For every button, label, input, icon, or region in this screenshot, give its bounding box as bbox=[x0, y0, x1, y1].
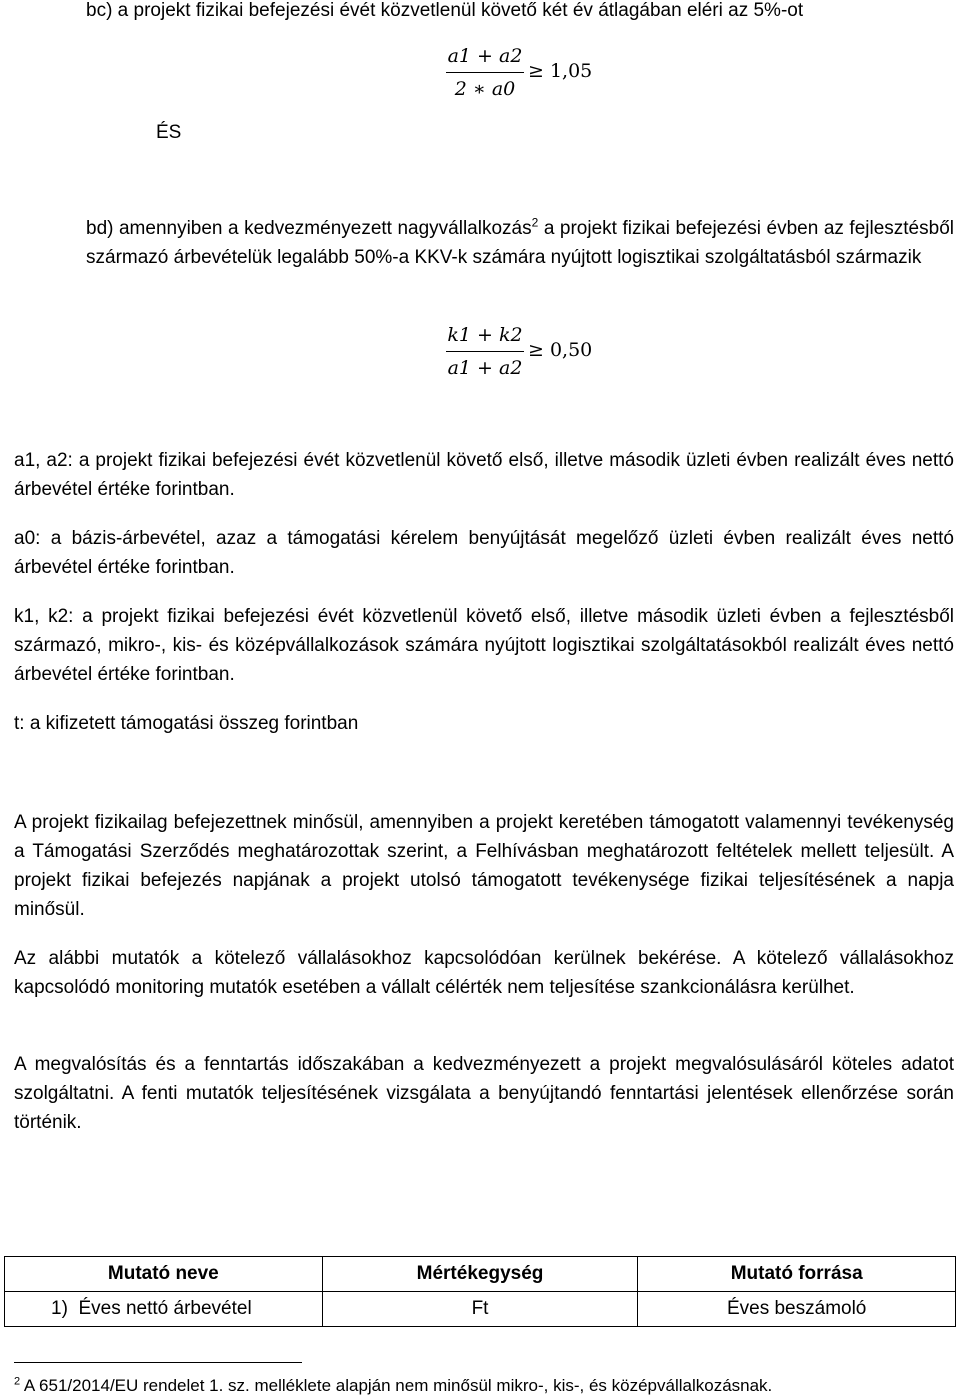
formula-1-numerator: a1 + a2 bbox=[447, 45, 523, 67]
table-header-row bbox=[5, 1257, 956, 1292]
header-unit: Mértékegység bbox=[322, 1257, 638, 1292]
row-number: 1) bbox=[51, 1298, 68, 1319]
formula-2-denominator: a1 + a2 bbox=[447, 357, 523, 379]
condition-bd-text-rest: a projekt fizikai befejezési évben az fejlesztésből származó árbevételük legalább 50%-a KKV-k számára nyújtott logisztikai szolgáltatásból származik bbox=[86, 218, 954, 268]
formula-1-fraction bbox=[446, 42, 524, 103]
footnote bbox=[14, 1376, 772, 1396]
condition-bd bbox=[86, 214, 954, 272]
footnote-text: A 651/2014/EU rendelet 1. sz. melléklete alapján nem minősül mikro-, kis-, és középvállalkozásnak. bbox=[20, 1376, 773, 1395]
formula-2-relation: ≥ 0,50 bbox=[528, 339, 593, 361]
footnote-separator bbox=[14, 1362, 302, 1363]
formula-1-bar bbox=[446, 72, 524, 73]
condition-bc: bc) a projekt fizikai befejezési évét közvetlenül követő két év átlagában eléri az 5%-ot bbox=[86, 0, 804, 21]
condition-bd-text: bd) amennyiben a kedvezményezett nagyvállalkozás bbox=[86, 218, 532, 239]
formula-2-fraction bbox=[446, 321, 524, 382]
definition-a0: a0: a bázis-árbevétel, azaz a támogatási kérelem benyújtását megelőző üzleti évben realizált éves nettó árbevétel értéke forintban. bbox=[14, 528, 954, 578]
formula-2-bar bbox=[446, 351, 524, 352]
header-indicator-name: Mutató neve bbox=[5, 1257, 323, 1292]
formula-1-denominator: 2 ∗ a0 bbox=[454, 78, 516, 100]
footnote-ref[interactable]: 2 bbox=[531, 215, 539, 230]
cell-unit: Ft bbox=[322, 1292, 638, 1327]
and-connector: ÉS bbox=[156, 122, 182, 143]
cell-indicator-name bbox=[5, 1292, 323, 1327]
definition-a1-a2: a1, a2: a projekt fizikai befejezési évét közvetlenül követő első, illetve második üzleti évben realizált éves nettó árbevétel értéke forintban. bbox=[14, 450, 954, 500]
formula-1-relation: ≥ 1,05 bbox=[528, 60, 593, 82]
paragraph-indicators: Az alábbi mutatók a kötelező vállalásokhoz kapcsolódóan kerülnek bekérése. A kötelező vállalásokhoz kapcsolódó monitoring mutatók esetében a vállalt célérték nem teljesítése szankcionálásra kerülhet. bbox=[14, 948, 954, 998]
footnote-mark: 2 bbox=[14, 1375, 21, 1388]
indicator-table bbox=[4, 1256, 956, 1327]
paragraph-completion: A projekt fizikailag befejezettnek minősül, amennyiben a projekt keretében támogatott valamennyi tevékenység a Támogatási Szerződés meghatározottak szerint, a Felhívásban meghatározott feltételek mellett teljesült. A projekt fizikai befejezés napjának a projekt utolsó támogatott tevékenysége fizikai teljesítésének a napja minősül. bbox=[14, 812, 954, 920]
row-name: Éves nettó árbevétel bbox=[78, 1298, 252, 1319]
formula-2-numerator: k1 + k2 bbox=[447, 324, 523, 346]
header-source: Mutató forrása bbox=[638, 1257, 956, 1292]
cell-source: Éves beszámoló bbox=[638, 1292, 956, 1327]
definition-t: t: a kifizetett támogatási összeg forintban bbox=[14, 713, 359, 734]
paragraph-reporting: A megvalósítás és a fenntartás időszakában a kedvezményezett a projekt megvalósulásáról köteles adatot szolgáltatni. A fenti mutatók teljesítésének vizsgálata a benyújtandó fenntartási jelentések ellenőrzése során történik. bbox=[14, 1054, 954, 1133]
definition-k1-k2: k1, k2: a projekt fizikai befejezési évét közvetlenül követő első, illetve második üzleti évben a fejlesztésből származó, mikro-, kis- és középvállalkozások számára nyújtott logisztikai szolgáltatásokból realizált éves nettó árbevétel értéke forintban. bbox=[14, 606, 954, 685]
table-row bbox=[5, 1292, 956, 1327]
